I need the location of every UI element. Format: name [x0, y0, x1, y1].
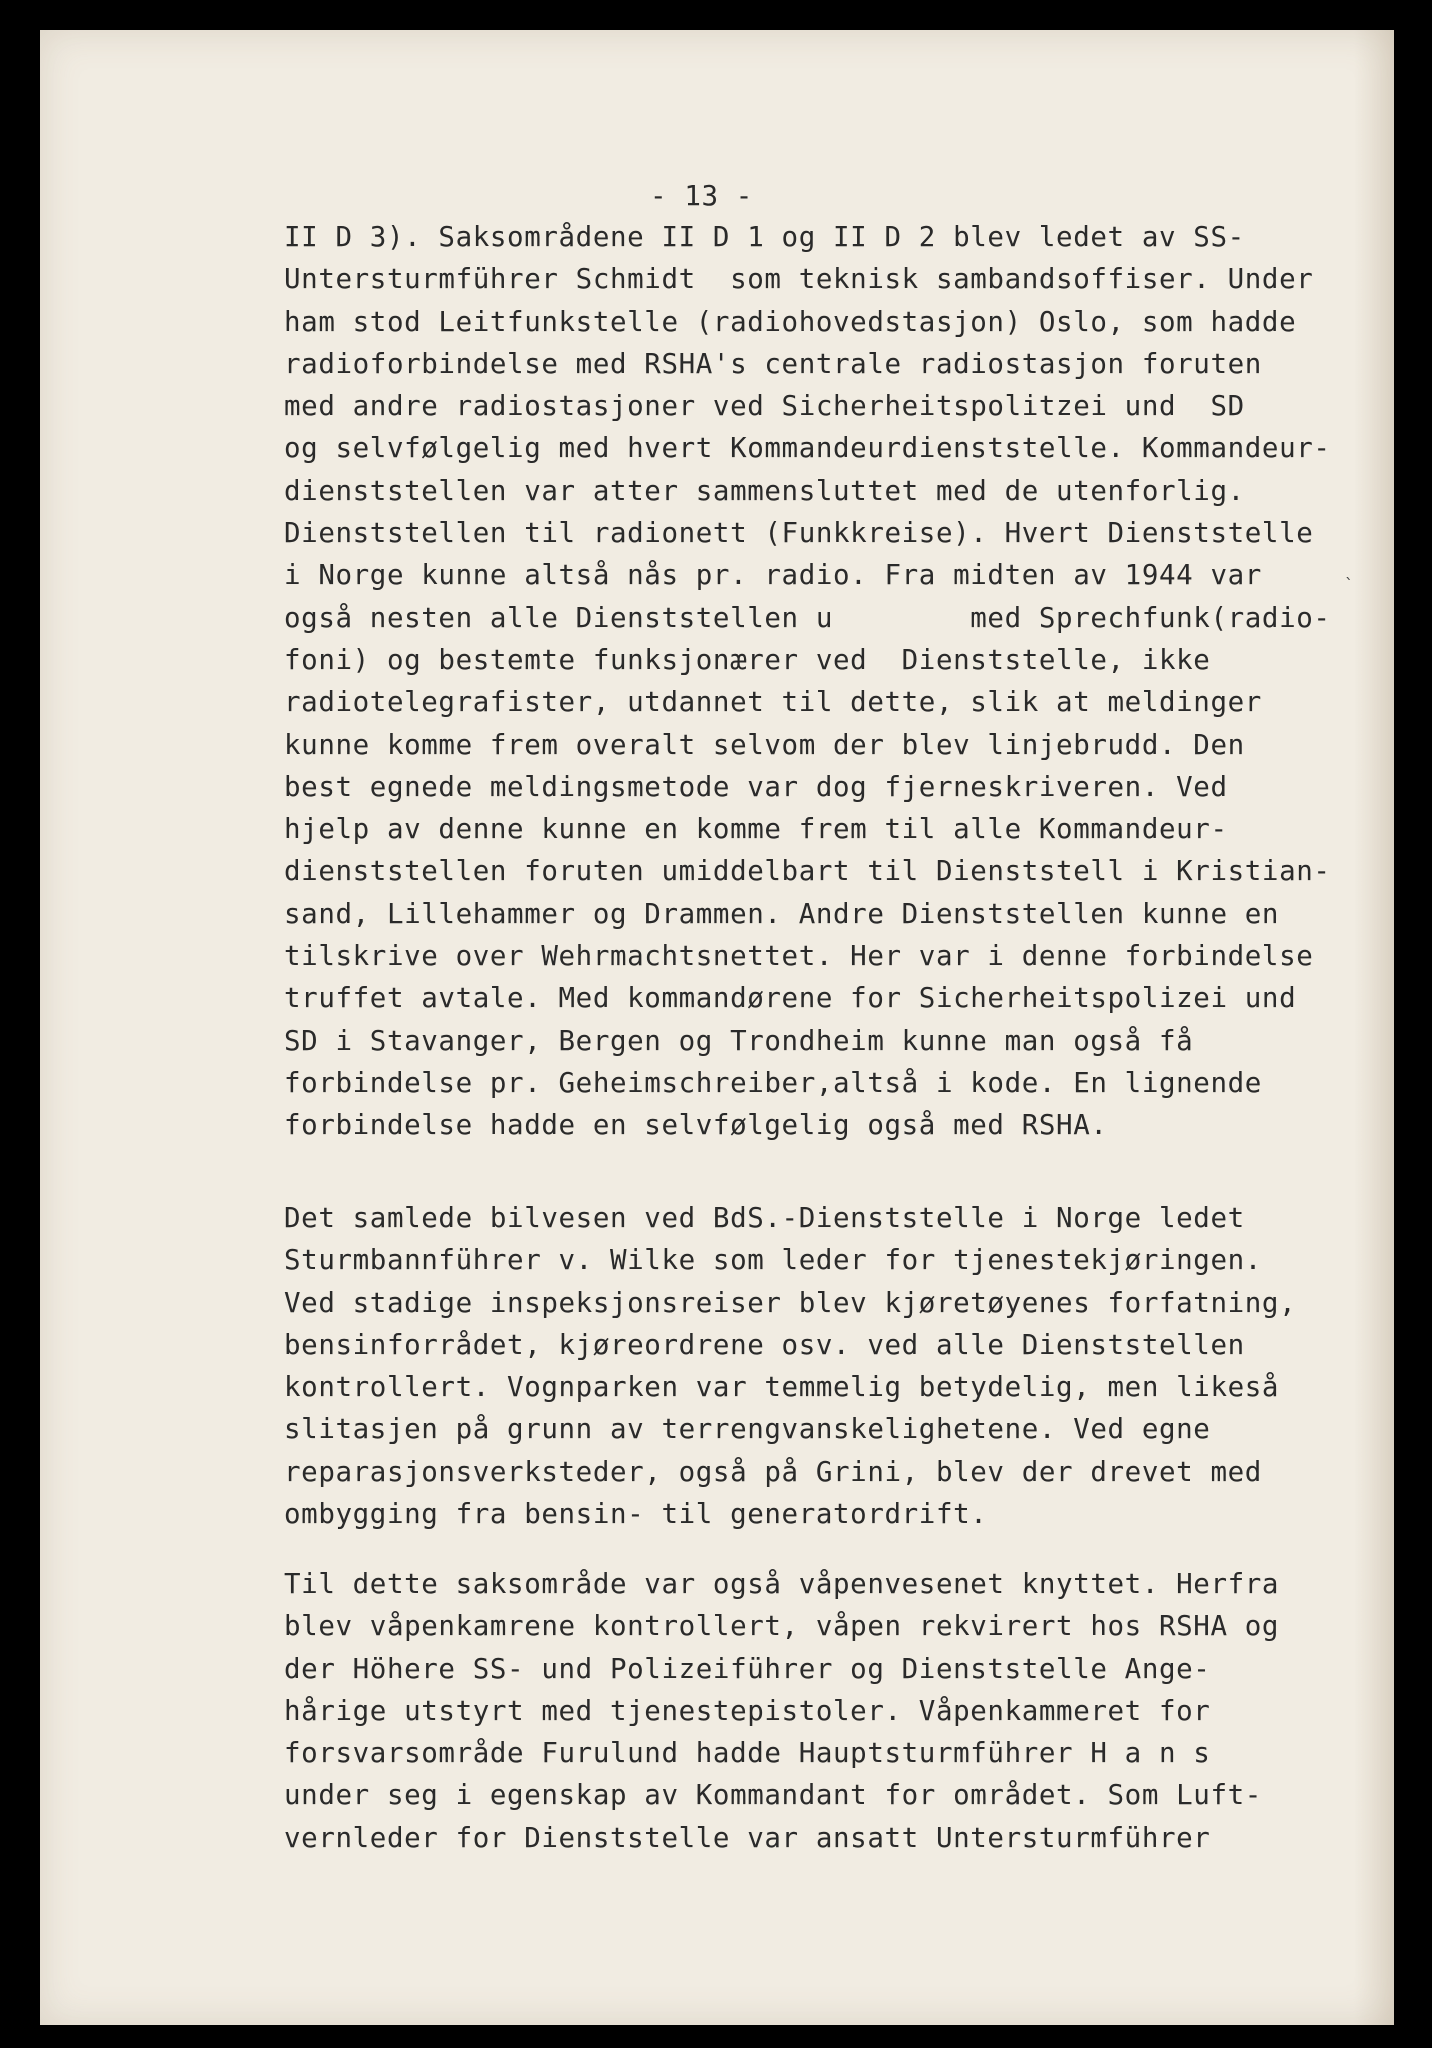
text-line: best egnede meldingsmetode var dog fjerneskriveren. Ved [284, 770, 1228, 803]
text-line: forbindelse hadde en selvfølgelig også med RSHA. [284, 1109, 1108, 1142]
text-line: Untersturmführer Schmidt som teknisk sambandsoffiser. Under [284, 263, 1314, 296]
text-line: i Norge kunne altså nås pr. radio. Fra midten av 1944 var [284, 559, 1262, 592]
text-line: ham stod Leitfunkstelle (radiohovedstasjon) Oslo, som hadde [284, 305, 1297, 338]
text-line: kontrollert. Vognparken var temmelig betydelig, men likeså [284, 1371, 1280, 1404]
text-line: forsvarsområde Furulund hadde Hauptsturmführer H a n s [284, 1737, 1211, 1770]
text-line: ombygging fra bensin- til generatordrift. [284, 1498, 988, 1531]
text-line: blev våpenkamrene kontrollert, våpen rekvirert hos RSHA og [284, 1610, 1280, 1643]
text-line: tilskrive over Wehrmachtsnettet. Her var i denne forbindelse [284, 940, 1314, 973]
document-page [40, 30, 1394, 2025]
paragraph-3 [284, 1563, 1394, 1859]
text-line: radioforbindelse med RSHA's centrale radiostasjon foruten [284, 347, 1262, 380]
text-line: SD i Stavanger, Bergen og Trondheim kunne man også få [284, 1024, 1194, 1057]
page-number: - 13 - [650, 180, 753, 212]
margin-tick-mark: ˋ [1345, 575, 1353, 594]
text-line: bensinforrådet, kjøreordrene osv. ved alle Dienststellen [284, 1328, 1245, 1361]
text-line: sand, Lillehammer og Drammen. Andre Dienststellen kunne en [284, 897, 1280, 930]
text-line: forbindelse pr. Geheimschreiber,altså i kode. En lignende [284, 1066, 1262, 1099]
text-line: også nesten alle Dienststellen u med Sprechfunk(radio- [284, 601, 1331, 634]
text-line: dienststellen var atter sammensluttet med de utenforlig. [284, 474, 1245, 507]
text-line: og selvfølgelig med hvert Kommandeurdienststelle. Kommandeur- [284, 432, 1331, 465]
text-line: kunne komme frem overalt selvom der blev linjebrudd. Den [284, 728, 1245, 761]
text-line: vernleder for Dienststelle var ansatt Untersturmführer [284, 1821, 1211, 1854]
text-line: dienststellen foruten umiddelbart til Dienststell i Kristian- [284, 855, 1331, 888]
paragraph-2 [284, 1197, 1394, 1535]
text-line: der Höhere SS- und Polizeiführer og Dienststelle Ange- [284, 1652, 1211, 1685]
text-line: under seg i egenskap av Kommandant for området. Som Luft- [284, 1779, 1262, 1812]
text-line: II D 3). Saksområdene II D 1 og II D 2 blev ledet av SS- [284, 221, 1245, 253]
text-line: hårige utstyrt med tjenestepistoler. Våpenkammeret for [284, 1694, 1211, 1727]
text-line: truffet avtale. Med kommandørene for Sicherheitspolizei und [284, 982, 1297, 1015]
text-line: Det samlede bilvesen ved BdS.-Dienststelle i Norge ledet [284, 1202, 1245, 1234]
text-line: med andre radiostasjoner ved Sicherheitspolitzei und SD [284, 390, 1245, 423]
text-line: Til dette saksområde var også våpenvesenet knyttet. Herfra [284, 1568, 1280, 1600]
text-line: hjelp av denne kunne en komme frem til alle Kommandeur- [284, 813, 1228, 846]
text-line: reparasjonsverksteder, også på Grini, blev der drevet med [284, 1455, 1262, 1488]
text-line: Ved stadige inspeksjonsreiser blev kjøretøyenes forfatning, [284, 1286, 1297, 1319]
paragraph-1 [284, 216, 1394, 1147]
text-line: slitasjen på grunn av terrengvanskelighetene. Ved egne [284, 1413, 1211, 1446]
text-line: radiotelegrafister, utdannet til dette, slik at meldinger [284, 686, 1262, 719]
text-line: foni) og bestemte funksjonærer ved Dienststelle, ikke [284, 643, 1211, 676]
text-line: Dienststellen til radionett (Funkkreise). Hvert Dienststelle [284, 517, 1314, 550]
text-line: Sturmbannführer v. Wilke som leder for tjenestekjøringen. [284, 1244, 1262, 1277]
